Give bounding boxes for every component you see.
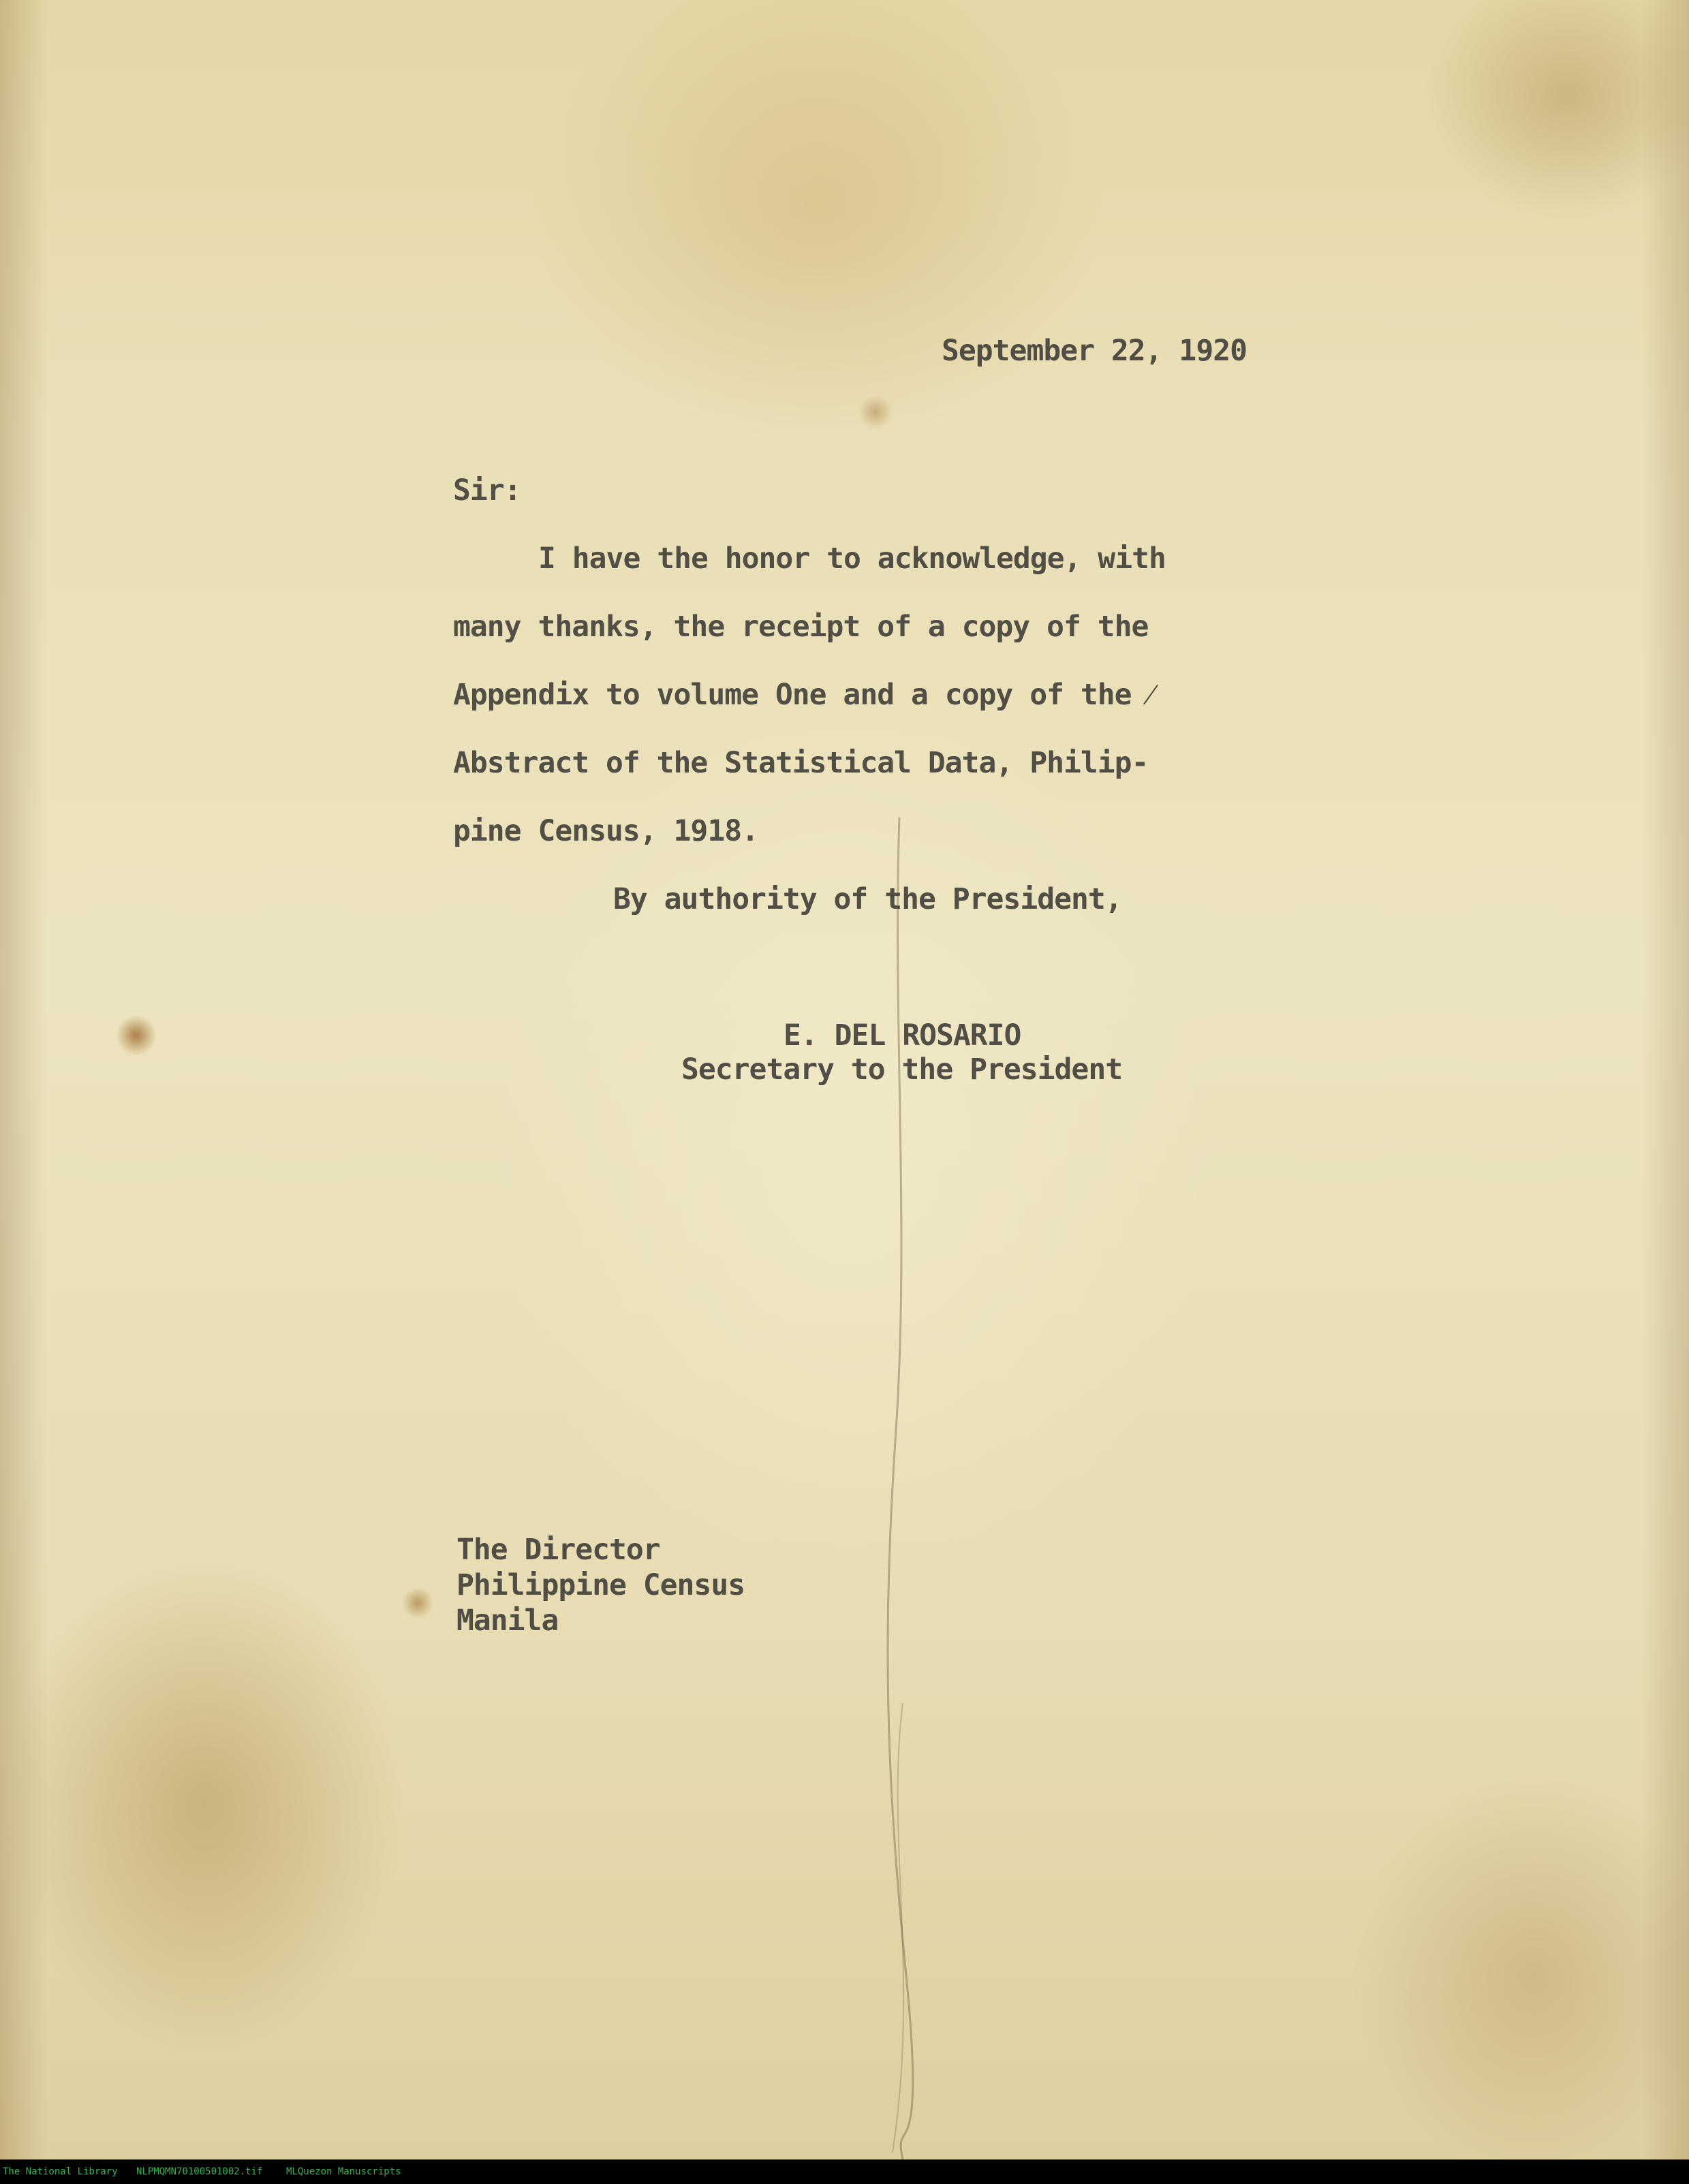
body-line: I have the honor to acknowledge, with bbox=[538, 542, 1166, 576]
stain-spot bbox=[402, 1587, 433, 1619]
footer-library: The National Library bbox=[3, 2166, 118, 2177]
letter-closing: By authority of the President, bbox=[613, 882, 1122, 916]
signer-title: Secretary to the President bbox=[681, 1052, 1123, 1087]
stain-spot bbox=[858, 395, 893, 429]
addressee-line: Philippine Census bbox=[456, 1568, 745, 1602]
footer-collection: MLQuezon Manuscripts bbox=[286, 2166, 401, 2177]
signer-name: E. DEL ROSARIO bbox=[784, 1018, 1021, 1052]
addressee-line: The Director bbox=[456, 1533, 660, 1567]
body-line: many thanks, the receipt of a copy of the bbox=[453, 610, 1149, 644]
footer-filename: NLPMQMN70100501002.tif bbox=[136, 2166, 263, 2177]
page-edge-shadow-left bbox=[0, 0, 48, 2159]
body-line: Abstract of the Statistical Data, Philip- bbox=[453, 746, 1149, 780]
page-edge-shadow-right bbox=[1641, 0, 1689, 2159]
letter-salutation: Sir: bbox=[453, 473, 521, 508]
scan-metadata-footer bbox=[0, 2159, 1689, 2184]
stain-spot bbox=[116, 1015, 157, 1056]
addressee-line: Manila bbox=[456, 1604, 559, 1638]
letter-date: September 22, 1920 bbox=[942, 334, 1247, 368]
body-line: Appendix to volume One and a copy of the ⁄ bbox=[453, 678, 1153, 712]
body-line: pine Census, 1918. bbox=[453, 814, 758, 848]
